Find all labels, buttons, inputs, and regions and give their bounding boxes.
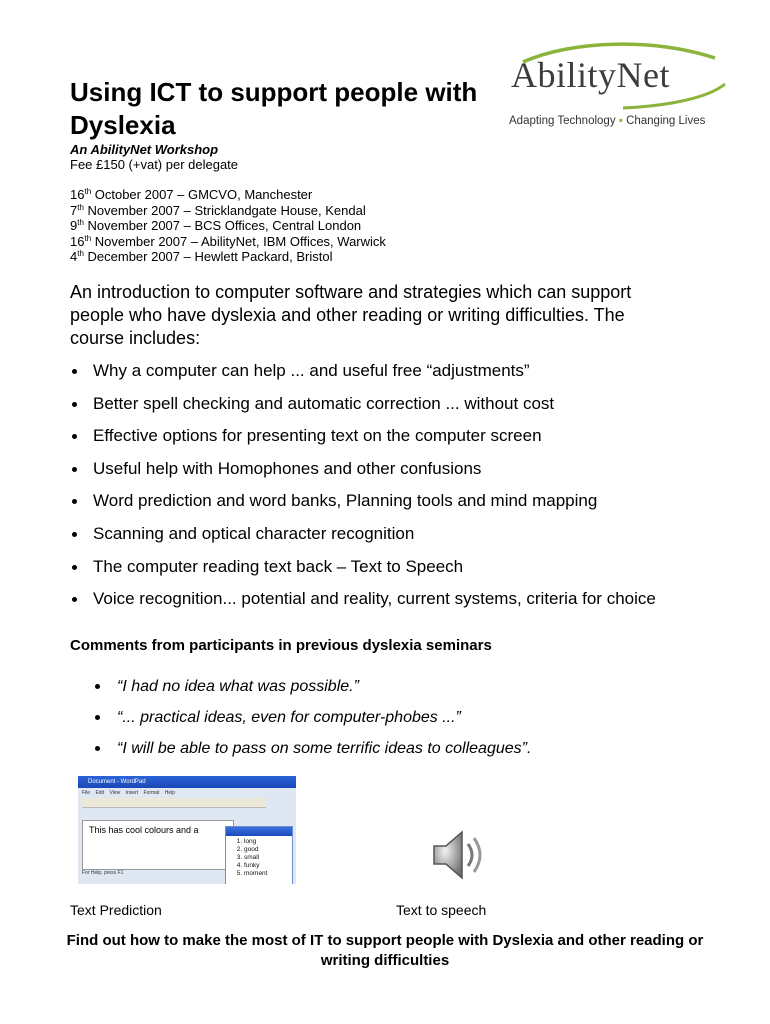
date-item: 4th December 2007 – Hewlett Packard, Bristol	[70, 249, 333, 264]
date-item: 16th November 2007 – AbilityNet, IBM Offices, Warwick	[70, 233, 386, 249]
tagline-left: Adapting Technology	[509, 115, 616, 127]
prediction-list	[226, 836, 292, 878]
prediction-item: 3. small	[244, 854, 292, 862]
speaker-icon	[424, 826, 488, 884]
fee-line: Fee £150 (+vat) per delegate	[70, 157, 239, 172]
date-list	[70, 187, 386, 265]
text-prediction-screenshot	[78, 776, 296, 884]
status-bar: For Help, press F1	[82, 870, 124, 876]
course-includes-list	[70, 359, 656, 620]
list-item: Useful help with Homophones and other confusions	[70, 457, 656, 490]
tagline-right: Changing Lives	[626, 115, 706, 127]
editor-area	[82, 820, 234, 870]
window-title: Document - WordPad	[78, 776, 296, 788]
abilitynet-logo	[503, 40, 733, 140]
list-item: The computer reading text back – Text to Speech	[70, 555, 656, 588]
date-item: 7th November 2007 – Stricklandgate House, Kendal	[70, 202, 366, 218]
list-item: Word prediction and word banks, Planning tools and mind mapping	[70, 489, 656, 522]
comment-item: “I had no idea what was possible.”	[93, 676, 531, 707]
list-item: Voice recognition... potential and reality, current systems, criteria for choice	[70, 587, 656, 620]
date-item: 16th October 2007 – GMCVO, Manchester	[70, 187, 313, 202]
tagline-separator: ▪	[618, 115, 623, 127]
caption-text-to-speech: Text to speech	[396, 902, 487, 918]
footer-callout: Find out how to make the most of IT to support people with Dyslexia and other reading or writing difficulties	[66, 932, 704, 969]
editor-text: This has cool colours and a	[89, 825, 199, 835]
logo-tagline	[509, 115, 705, 127]
list-item: Scanning and optical character recognition	[70, 522, 656, 555]
caption-text-prediction: Text Prediction	[70, 902, 162, 918]
workshop-subtitle: An AbilityNet Workshop	[70, 142, 219, 157]
menu-bar: File Edit View Insert Format Help	[82, 790, 175, 796]
comments-list	[93, 676, 531, 769]
toolbar	[82, 798, 266, 808]
logo-wordmark: AbilityNet	[511, 55, 670, 95]
prediction-item: 4. funky	[244, 862, 292, 870]
prediction-item: 2. good	[244, 846, 292, 854]
comments-heading: Comments from participants in previous dyslexia seminars	[70, 637, 492, 654]
date-item: 9th November 2007 – BCS Offices, Central London	[70, 218, 362, 233]
page-title: Using ICT to support people with Dyslexia	[70, 77, 478, 140]
comment-item: “I will be able to pass on some terrific ideas to colleagues”.	[93, 738, 531, 769]
prediction-item: 1. long	[244, 838, 292, 846]
list-item: Why a computer can help ... and useful free “adjustments”	[70, 359, 656, 392]
prediction-popup	[225, 826, 293, 884]
list-item: Effective options for presenting text on the computer screen	[70, 424, 656, 457]
popup-titlebar	[226, 827, 292, 836]
prediction-item: 5. moment	[244, 870, 292, 878]
intro-paragraph: An introduction to computer software and strategies which can support people who have dyslexia and other reading or writing difficulties. The course includes:	[70, 282, 632, 348]
list-item: Better spell checking and automatic correction ... without cost	[70, 392, 656, 425]
comment-item: “... practical ideas, even for computer-phobes ...”	[93, 707, 531, 738]
